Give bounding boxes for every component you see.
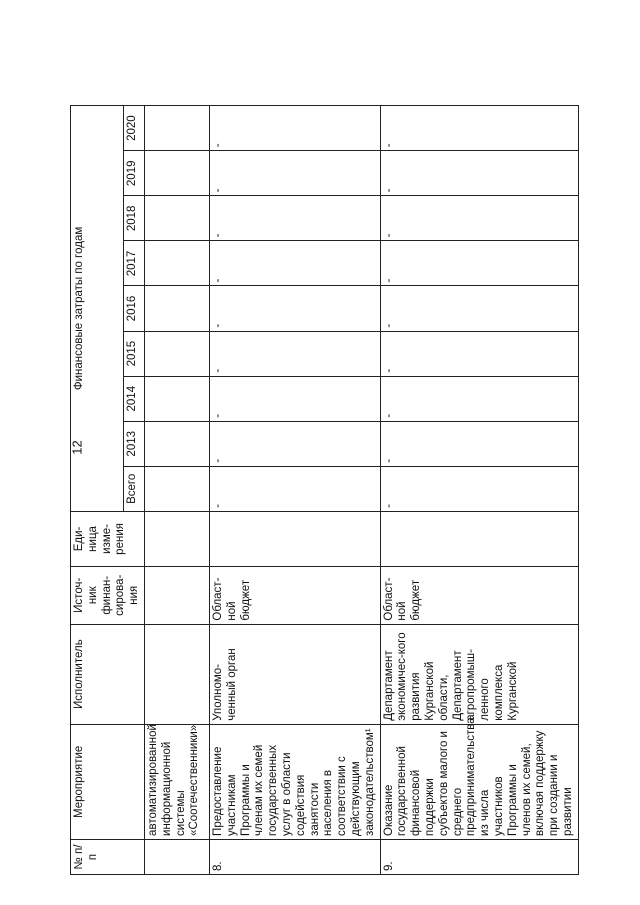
cell-value: -	[209, 151, 380, 196]
cell-value: -	[380, 151, 578, 196]
cell-unit	[380, 511, 578, 566]
rotated-table-container	[70, 105, 574, 875]
cell-unit	[209, 511, 380, 566]
header-costs: Финансовые затраты по годам	[71, 106, 124, 512]
header-year: 2013	[124, 421, 145, 466]
cell-value: -	[209, 106, 380, 151]
table-row	[144, 106, 209, 875]
header-year: 2015	[124, 331, 145, 376]
cell-num: 8.	[209, 839, 380, 874]
cell-value	[144, 106, 209, 151]
header-year: 2019	[124, 151, 145, 196]
header-year: 2017	[124, 241, 145, 286]
cell-total: -	[209, 466, 380, 511]
header-unit: Еди-ница изме-рения	[71, 511, 145, 566]
cell-value	[144, 241, 209, 286]
header-year: 2014	[124, 376, 145, 421]
financing-table	[70, 105, 579, 875]
header-source: Источ-ник финан-сирова-ния	[71, 566, 145, 624]
header-year: 2018	[124, 196, 145, 241]
cell-value	[144, 196, 209, 241]
cell-value: -	[380, 241, 578, 286]
cell-value	[144, 151, 209, 196]
cell-value	[144, 376, 209, 421]
cell-event: Оказание государственной финансовой поддержки субъектов малого и среднего предпринимательства из числа участников Программы и членов их семей, включая поддержку при создании и развитии	[380, 724, 578, 839]
page-number: 12	[69, 440, 85, 455]
header-num: № п/п	[71, 839, 145, 874]
cell-value: -	[209, 376, 380, 421]
cell-event: Предоставление участникам Программы и членам их семей государственных услуг в области содействия занятости населения в соответствии с действующим законодательством¹	[209, 724, 380, 839]
table-row	[380, 106, 578, 875]
cell-executor: Департамент экономичес-кого развития Курганской области, Департамент агропромыш-ленного комплекса Курганской	[380, 624, 578, 724]
cell-value: -	[380, 331, 578, 376]
cell-source	[144, 566, 209, 624]
header-year: 2020	[124, 106, 145, 151]
cell-value: -	[209, 286, 380, 331]
cell-value	[144, 331, 209, 376]
cell-value: -	[209, 421, 380, 466]
table-row	[209, 106, 380, 875]
cell-value: -	[380, 106, 578, 151]
cell-executor	[144, 624, 209, 724]
cell-value: -	[380, 376, 578, 421]
cell-value	[144, 421, 209, 466]
cell-source: Област-ной бюджет	[380, 566, 578, 624]
cell-value: -	[209, 196, 380, 241]
header-event: Мероприятие	[71, 724, 145, 839]
cell-event: автоматизированной информационной системы «Соотечественники»	[144, 724, 209, 839]
cell-num: 9.	[380, 839, 578, 874]
cell-source: Област-ной бюджет	[209, 566, 380, 624]
cell-value: -	[209, 241, 380, 286]
cell-total	[144, 466, 209, 511]
header-year: 2016	[124, 286, 145, 331]
cell-value: -	[380, 286, 578, 331]
cell-num	[144, 839, 209, 874]
cell-total: -	[380, 466, 578, 511]
cell-value	[144, 286, 209, 331]
cell-unit	[144, 511, 209, 566]
cell-value: -	[380, 196, 578, 241]
cell-value: -	[380, 421, 578, 466]
cell-value: -	[209, 331, 380, 376]
cell-executor: Уполномо-ченный орган	[209, 624, 380, 724]
header-total: Всего	[124, 466, 145, 511]
header-executor: Исполнитель	[71, 624, 145, 724]
